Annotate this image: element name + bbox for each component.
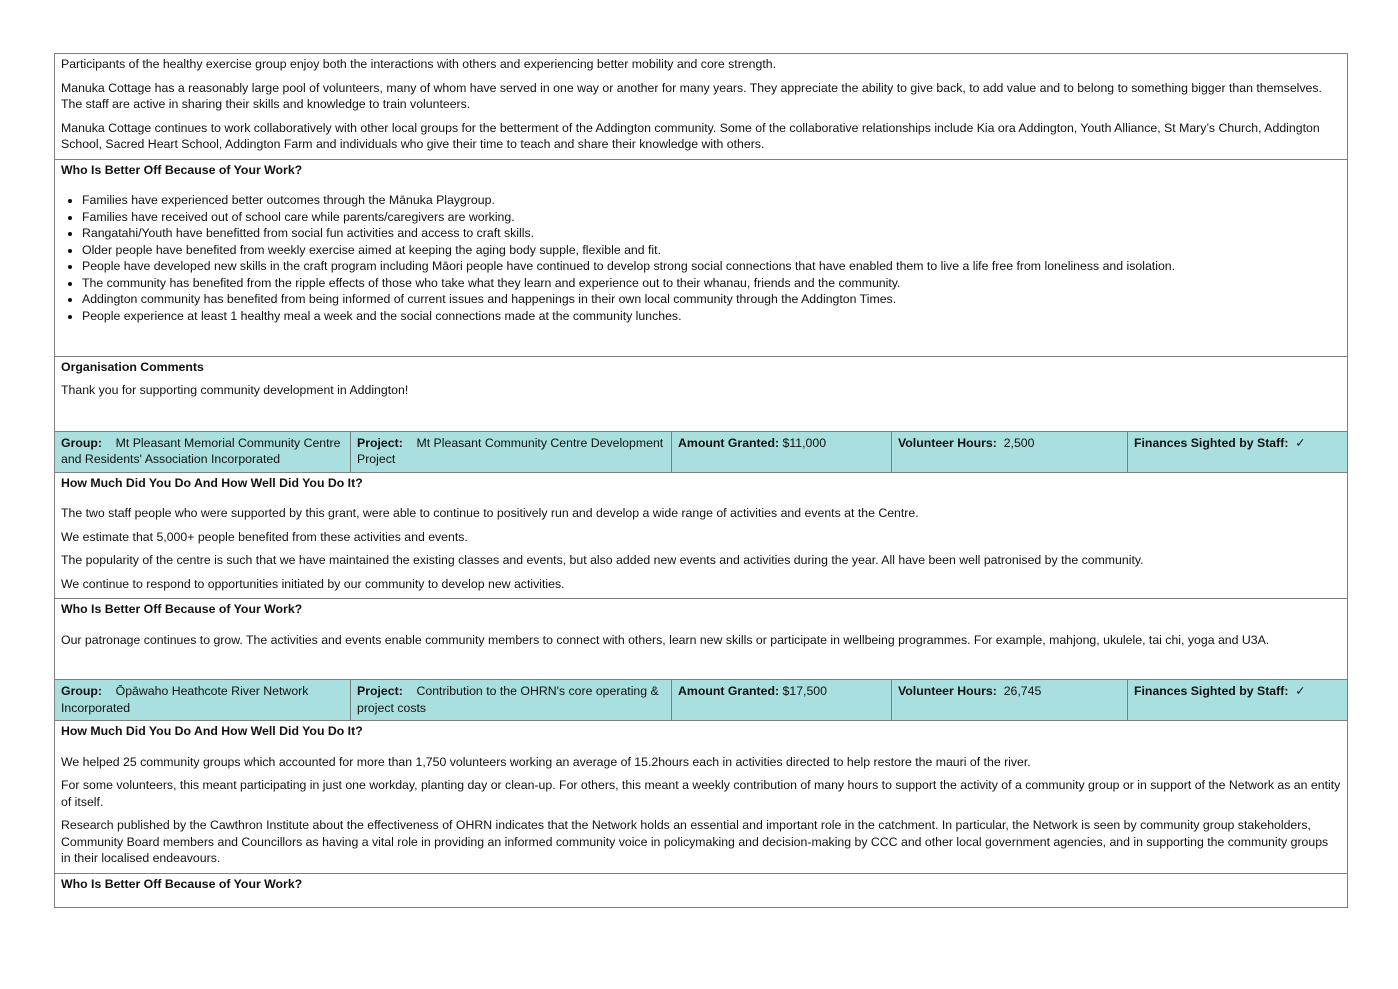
section-heading: Who Is Better Off Because of Your Work? — [61, 162, 303, 177]
amount-value: $17,500 — [782, 684, 827, 698]
paragraph: The popularity of the centre is such that we have maintained the existing classes and events, but also added new events and activities during the year. All have been well patronised by the community. — [61, 553, 1144, 567]
group-label: Group: — [61, 684, 102, 698]
paragraph: We continue to respond to opportunities initiated by our community to develop new activities. — [61, 576, 565, 591]
list-item: • Older people have benefited from weekly exercise aimed at keeping the aging body supple, flexible and fit. — [82, 242, 1341, 259]
list-item: • Families have received out of school care while parents/caregivers are working. — [82, 209, 1341, 226]
amount-label: Amount Granted: — [678, 684, 780, 698]
grant-header-row — [55, 432, 1347, 473]
group-cell — [55, 432, 351, 472]
group-cell — [55, 680, 351, 720]
how-much-section — [55, 721, 1347, 874]
group-label: Group: — [61, 435, 102, 450]
finances-label: Finances Sighted by Staff: — [1134, 435, 1289, 450]
paragraph: Manuka Cottage has a reasonably large pool of volunteers, many of whom have served in one way or another for many years. They appreciate the ability to give back, to add value and to belong to something bigger than themselves. The staff are active in sharing their skills and knowledge to train volunteers. — [61, 80, 1322, 111]
paragraph: The two staff people who were supported by this grant, were able to continue to positively run and develop a wide range of activities and events at the Centre. — [61, 506, 919, 520]
checkmark-icon: ✓ — [1295, 435, 1306, 450]
checkmark-icon: ✓ — [1295, 684, 1306, 698]
paragraph: Participants of the healthy exercise group enjoy both the interactions with others and experiencing better mobility and core strength. — [61, 57, 776, 71]
project-label: Project: — [357, 684, 403, 698]
project-label: Project: — [357, 435, 403, 450]
who-better-off-section — [55, 599, 1347, 680]
hours-value: 2,500 — [1003, 435, 1035, 450]
how-much-section — [55, 473, 1347, 600]
project-value: Contribution to the OHRN's core operating & project costs — [357, 684, 659, 715]
manuka-cottage-outcomes — [55, 54, 1347, 160]
hours-label: Volunteer Hours: — [898, 435, 997, 450]
section-heading: Who Is Better Off Because of Your Work? — [61, 876, 303, 891]
project-cell — [351, 680, 672, 720]
amount-value: $11,000 — [782, 435, 827, 450]
grant-header-row — [55, 680, 1347, 721]
list-item: • Rangatahi/Youth have benefitted from social fun activities and access to craft skills. — [82, 225, 1341, 242]
hours-value: 26,745 — [1003, 684, 1042, 698]
who-better-off-section — [55, 160, 1347, 357]
finances-cell — [1128, 680, 1347, 720]
section-heading: Organisation Comments — [61, 359, 204, 374]
list-item: • The community has benefited from the ripple effects of those who take what they learn and experience out to their whanau, friends and the community. — [82, 275, 1341, 292]
list-item: • Addington community has benefited from being informed of current issues and happenings in their own local community through the Addington Times. — [82, 291, 1341, 308]
paragraph: Research published by the Cawthron Institute about the effectiveness of OHRN indicates that the Network holds an essential and important role in the catchment. In particular, the Network is seen by community group stakeholders, Community Board members and Councillors as having a vital role in providing an informed community voice in policymaking and decision-making by CCC and other local government agencies, and in supporting the community groups in their localised endeavours. — [61, 818, 1329, 865]
paragraph: Our patronage continues to grow. The activities and events enable community members to connect with others, learn new skills or participate in wellbeing programmes. For example, mahjong, ukulele, tai chi, yoga and U3A. — [61, 632, 1270, 647]
hours-label: Volunteer Hours: — [898, 684, 997, 698]
list-item: • People have developed new skills in the craft program including Māori people have continued to develop strong social connections that have enabled them to live a life free from loneliness and isolation. — [82, 258, 1341, 275]
group-value: Mt Pleasant Memorial Community Centre and Residents' Association Incorporated — [61, 435, 341, 466]
project-cell — [351, 432, 672, 472]
hours-cell — [892, 680, 1128, 720]
amount-cell — [672, 432, 892, 472]
report-document — [54, 53, 1348, 908]
group-value: Ōpāwaho Heathcote River Network Incorporated — [61, 684, 309, 715]
list-item: • People experience at least 1 healthy meal a week and the social connections made at the community lunches. — [82, 308, 1341, 325]
amount-label: Amount Granted: — [678, 435, 780, 450]
paragraph: We helped 25 community groups which accounted for more than 1,750 volunteers working an average of 15.2hours each in activities directed to help restore the mauri of the river. — [61, 754, 1031, 769]
amount-cell — [672, 680, 892, 720]
paragraph: Manuka Cottage continues to work collaboratively with other local groups for the betterment of the Addington community. Some of the collaborative relationships include Kia ora Addington, Youth Alliance, St Mary’s Church, Addington School, Sacred Heart School, Addington Farm and individuals who give their time to teach and share their knowledge with others. — [61, 120, 1320, 151]
hours-cell — [892, 432, 1128, 472]
finances-cell — [1128, 432, 1347, 472]
list-item: • Families have experienced better outcomes through the Mānuka Playgroup. — [82, 192, 1341, 209]
comment-text: Thank you for supporting community development in Addington! — [61, 383, 409, 397]
organisation-comments-section — [55, 357, 1347, 432]
finances-label: Finances Sighted by Staff: — [1134, 684, 1289, 698]
section-heading: How Much Did You Do And How Well Did You Do It? — [61, 475, 363, 490]
paragraph: We estimate that 5,000+ people benefited from these activities and events. — [61, 529, 468, 544]
paragraph: For some volunteers, this meant participating in just one workday, planting day or clean-up. For others, this meant a weekly contribution of many hours to support the activity of a community group or in support of the Network as an entity of itself. — [61, 778, 1341, 809]
section-heading: Who Is Better Off Because of Your Work? — [61, 602, 303, 616]
section-heading: How Much Did You Do And How Well Did You Do It? — [61, 724, 363, 738]
who-better-off-section — [55, 874, 1347, 908]
project-value: Mt Pleasant Community Centre Development Project — [357, 435, 664, 466]
outcomes-list — [61, 192, 1341, 324]
